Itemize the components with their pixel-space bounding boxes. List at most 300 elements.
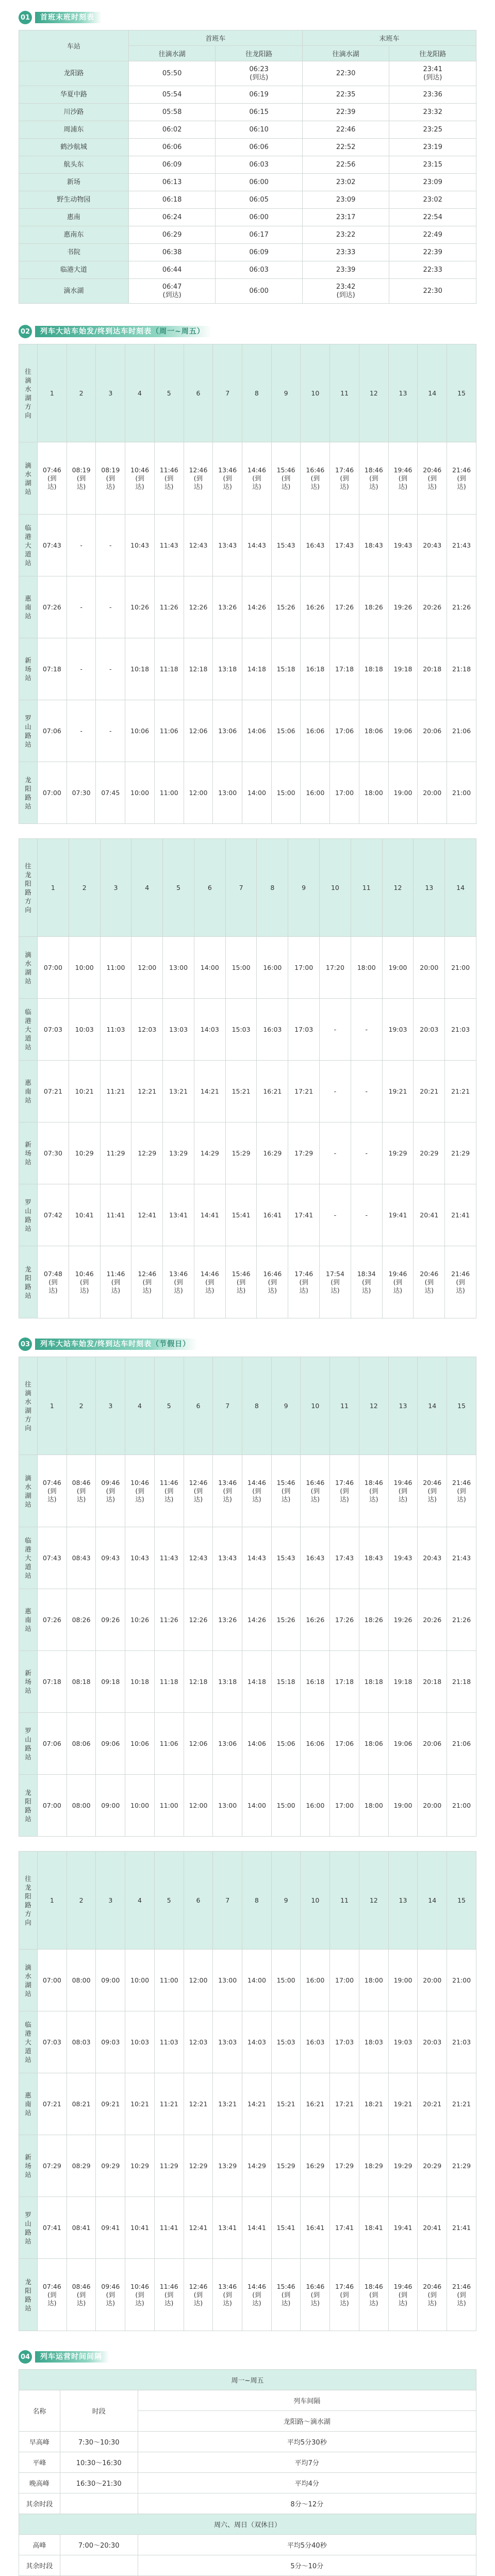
departure-time: 20:00 [418, 1775, 447, 1837]
table-row [19, 1713, 476, 1775]
departure-time: - [351, 1061, 382, 1122]
station-name: 新 场 站 [19, 1651, 38, 1713]
departure-time: 08:43 [67, 1527, 96, 1589]
departure-time: 18:29 [359, 2135, 388, 2197]
trip-number: 2 [67, 344, 96, 442]
departure-time: 16:18 [301, 1651, 330, 1713]
departure-time: 13:21 [163, 1061, 194, 1122]
section-header-weekday [19, 324, 476, 339]
departure-time: 08:00 [67, 1950, 96, 2011]
departure-time: 08:03 [67, 2011, 96, 2073]
departure-time: 11:43 [154, 1527, 184, 1589]
departure-time: 17:26 [330, 1589, 359, 1651]
departure-time: 17:21 [288, 1061, 320, 1122]
section-header-first-last [19, 10, 476, 25]
station-name: 临 港 大 道 站 [19, 1527, 38, 1589]
trip-number: 5 [163, 839, 194, 937]
departure-time: 13:46 (到 达) [213, 2259, 242, 2331]
first-train-to-dishuihu: 05:50 [128, 61, 216, 86]
departure-time: 21:41 [447, 2197, 476, 2259]
table-row [19, 2259, 476, 2331]
departure-time: 10:46 (到 达) [125, 442, 155, 515]
trip-number: 14 [418, 344, 447, 442]
departure-time: 19:46 (到 达) [388, 442, 418, 515]
departure-time: 21:00 [447, 1775, 476, 1837]
first-train-to-dishuihu: 06:38 [128, 244, 216, 261]
last-train-to-dishuihu: 23:17 [302, 209, 389, 226]
departure-time: 07:46 (到 达) [38, 442, 67, 515]
table-row [19, 261, 476, 279]
departure-time: 14:21 [242, 2073, 272, 2135]
departure-time: 11:43 [154, 515, 184, 576]
departure-time: 18:00 [359, 1950, 388, 2011]
table-row [19, 2535, 476, 2555]
departure-time: 07:21 [38, 2073, 67, 2135]
departure-time: 11:29 [154, 2135, 184, 2197]
departure-time: 12:21 [184, 2073, 213, 2135]
last-train-to-longyanglu: 23:15 [389, 156, 476, 174]
departure-time: - [320, 1184, 351, 1246]
first-train-to-dishuihu: 06:18 [128, 191, 216, 209]
departure-time: 20:26 [418, 1589, 447, 1651]
station-name: 罗 山 路 站 [19, 1713, 38, 1775]
section-title-main: 列车大站车始发/终到达车时刻表 [40, 327, 152, 336]
departure-time: 20:21 [418, 2073, 447, 2135]
last-train-to-longyanglu: 23:25 [389, 121, 476, 139]
table-row [19, 1527, 476, 1589]
departure-time: 15:00 [271, 1775, 301, 1837]
trip-number: 8 [242, 344, 272, 442]
departure-time: 08:21 [67, 2073, 96, 2135]
trip-number: 10 [301, 1852, 330, 1950]
trip-number: 3 [100, 839, 131, 937]
departure-time: 10:41 [125, 2197, 155, 2259]
table-row [19, 209, 476, 226]
departure-time: 15:26 [271, 1589, 301, 1651]
direction-label: 往 龙 阳 路 方 向 [19, 839, 38, 937]
last-train-to-dishuihu: 23:09 [302, 191, 389, 209]
table-row [19, 1122, 476, 1184]
trip-number: 13 [388, 1357, 418, 1455]
departure-time: 15:00 [271, 762, 301, 824]
last-train-to-dishuihu: 22:39 [302, 104, 389, 121]
departure-time: 13:21 [213, 2073, 242, 2135]
departure-time: 20:06 [418, 700, 447, 762]
departure-time: 10:18 [125, 1651, 155, 1713]
last-train-to-longyanglu: 23:41 (到达) [389, 61, 476, 86]
departure-time: 16:06 [301, 700, 330, 762]
departure-time: 16:00 [257, 937, 288, 999]
departure-time: 13:43 [213, 515, 242, 576]
departure-time: 20:41 [414, 1184, 445, 1246]
departure-time: 21:18 [447, 1651, 476, 1713]
header-row [19, 344, 476, 442]
departure-time: 10:46 (到 达) [125, 1455, 155, 1527]
departure-time: 15:00 [225, 937, 257, 999]
departure-time: 18:18 [359, 1651, 388, 1713]
departure-time: 12:03 [184, 2011, 213, 2073]
departure-time: 13:29 [213, 2135, 242, 2197]
header-row [19, 1852, 476, 1950]
last-train-to-longyanglu: 22:49 [389, 226, 476, 244]
departure-time: 10:21 [125, 2073, 155, 2135]
departure-time: 21:46 (到 达) [445, 1246, 476, 1318]
departure-time: 12:46 (到 达) [131, 1246, 163, 1318]
first-train-to-longyanglu: 06:09 [216, 244, 303, 261]
departure-time: 18:41 [359, 2197, 388, 2259]
departure-time: 09:03 [96, 2011, 125, 2073]
table-row [19, 2473, 476, 2494]
departure-time: 15:46 (到 达) [271, 442, 301, 515]
period-time: 7:30～10:30 [60, 2432, 138, 2452]
station-name: 龙 阳 路 站 [19, 1246, 38, 1318]
station-name: 临 港 大 道 站 [19, 515, 38, 576]
departure-time: 20:00 [418, 762, 447, 824]
departure-time: 09:26 [96, 1589, 125, 1651]
departure-time: 13:46 (到 达) [163, 1246, 194, 1318]
section-number: 01 [19, 11, 32, 24]
departure-time: 21:18 [447, 638, 476, 700]
table-row [19, 700, 476, 762]
first-train-to-longyanglu: 06:19 [216, 86, 303, 104]
departure-time: 16:03 [301, 2011, 330, 2073]
departure-time: 07:06 [38, 1713, 67, 1775]
first-train-to-dishuihu: 06:06 [128, 139, 216, 156]
station-name: 华夏中路 [19, 86, 129, 104]
departure-time: 11:00 [154, 1775, 184, 1837]
table-row [19, 638, 476, 700]
departure-time: 12:00 [184, 762, 213, 824]
departure-time: 16:43 [301, 1527, 330, 1589]
table-row [19, 2452, 476, 2473]
section-title-main: 列车大站车始发/终到达车时刻表 [40, 1340, 152, 1348]
departure-time: 14:18 [242, 1651, 272, 1713]
header-dir-longyanglu: 往龙阳路 [216, 46, 303, 61]
departure-time: 14:26 [242, 576, 272, 638]
departure-time: 14:29 [242, 2135, 272, 2197]
departure-time: 17:46 (到 达) [330, 1455, 359, 1527]
trip-number: 3 [96, 1852, 125, 1950]
station-name: 新 场 站 [19, 2135, 38, 2197]
departure-time: 15:26 [271, 576, 301, 638]
departure-time: 13:18 [213, 1651, 242, 1713]
departure-time: 19:06 [388, 1713, 418, 1775]
departure-time: 17:18 [330, 638, 359, 700]
period-name: 晚高峰 [19, 2473, 60, 2494]
table-row [19, 1455, 476, 1527]
departure-time: 18:46 (到 达) [359, 2259, 388, 2331]
departure-time: 10:46 (到 达) [125, 2259, 155, 2331]
departure-time: 11:00 [100, 937, 131, 999]
departure-time: 17:03 [288, 999, 320, 1061]
departure-time: 18:46 (到 达) [359, 1455, 388, 1527]
table-row [19, 515, 476, 576]
interval-value: 8分～12分 [138, 2494, 476, 2514]
departure-time: 07:00 [38, 762, 67, 824]
departure-time: 14:00 [242, 1775, 272, 1837]
table-row [19, 1950, 476, 2011]
trip-number: 4 [125, 1357, 155, 1455]
departure-time: 12:43 [184, 515, 213, 576]
trip-number: 7 [213, 344, 242, 442]
departure-time: 12:18 [184, 1651, 213, 1713]
departure-time: 17:20 [320, 937, 351, 999]
departure-time: 11:06 [154, 1713, 184, 1775]
trip-number: 10 [301, 1357, 330, 1455]
departure-time: 08:19 (到 达) [67, 442, 96, 515]
trip-number: 1 [38, 1852, 67, 1950]
departure-time: 12:00 [131, 937, 163, 999]
departure-time: 12:00 [184, 1775, 213, 1837]
section-number: 04 [19, 2350, 32, 2364]
departure-time: 21:03 [447, 2011, 476, 2073]
departure-time: 10:29 [125, 2135, 155, 2197]
departure-time: 21:26 [447, 576, 476, 638]
departure-time: 12:00 [184, 1950, 213, 2011]
departure-time: 13:00 [163, 937, 194, 999]
departure-time: - [96, 638, 125, 700]
table-row [19, 121, 476, 139]
period-time [60, 2555, 138, 2576]
section-title-sub: （节假日） [152, 1340, 191, 1348]
departure-time: 09:21 [96, 2073, 125, 2135]
departure-time: 07:21 [38, 1061, 69, 1122]
first-train-to-dishuihu: 06:24 [128, 209, 216, 226]
departure-time: 19:43 [388, 1527, 418, 1589]
departure-time: 19:00 [388, 762, 418, 824]
departure-time: 11:00 [154, 1950, 184, 2011]
departure-time: 18:21 [359, 2073, 388, 2135]
departure-time: 21:00 [447, 1950, 476, 2011]
table-row [19, 2073, 476, 2135]
trip-number: 6 [184, 1852, 213, 1950]
departure-time: 15:00 [271, 1950, 301, 2011]
departure-time: 21:46 (到 达) [447, 442, 476, 515]
trip-number: 2 [69, 839, 100, 937]
header-dir-dishuihu: 往滴水湖 [302, 46, 389, 61]
departure-time: 12:46 (到 达) [184, 1455, 213, 1527]
departure-time: 10:43 [125, 515, 155, 576]
departure-time: 13:26 [213, 576, 242, 638]
departure-time: 10:00 [125, 762, 155, 824]
departure-time: 13:00 [213, 762, 242, 824]
station-name: 滴 水 湖 站 [19, 1950, 38, 2011]
departure-time: 21:43 [447, 515, 476, 576]
departure-time: 18:46 (到 达) [359, 442, 388, 515]
departure-time: 16:46 (到 达) [301, 442, 330, 515]
first-train-to-dishuihu: 06:29 [128, 226, 216, 244]
station-name: 滴 水 湖 站 [19, 1455, 38, 1527]
section-number: 02 [19, 325, 32, 338]
departure-time: - [320, 1122, 351, 1184]
direction-label: 往 滴 水 湖 方 向 [19, 344, 38, 442]
period-time: 16:30～21:30 [60, 2473, 138, 2494]
station-name: 滴 水 湖 站 [19, 937, 38, 999]
departure-time: 12:18 [184, 638, 213, 700]
departure-time: 14:41 [194, 1184, 225, 1246]
departure-time: - [67, 638, 96, 700]
departure-time: 10:06 [125, 700, 155, 762]
holiday-to-longyanglu-table [19, 1851, 476, 2331]
departure-time: 17:43 [330, 515, 359, 576]
departure-time: 16:06 [301, 1713, 330, 1775]
table-row [19, 139, 476, 156]
departure-time: 19:46 (到 达) [388, 1455, 418, 1527]
first-train-to-longyanglu: 06:05 [216, 191, 303, 209]
trip-number: 1 [38, 839, 69, 937]
departure-time: 20:29 [414, 1122, 445, 1184]
station-name: 新场 [19, 174, 129, 191]
departure-time: 21:00 [447, 762, 476, 824]
trip-number: 4 [125, 1852, 155, 1950]
departure-time: 07:00 [38, 1775, 67, 1837]
departure-time: 18:03 [359, 2011, 388, 2073]
departure-time: 08:26 [67, 1589, 96, 1651]
trip-number: 12 [382, 839, 414, 937]
departure-time: 13:46 (到 达) [213, 442, 242, 515]
departure-time: 08:06 [67, 1713, 96, 1775]
departure-time: 18:18 [359, 638, 388, 700]
departure-time: 21:46 (到 达) [447, 2259, 476, 2331]
departure-time: 15:29 [271, 2135, 301, 2197]
departure-time: 21:00 [445, 937, 476, 999]
station-name: 滴 水 湖 站 [19, 442, 38, 515]
departure-time: 14:03 [194, 999, 225, 1061]
last-train-to-dishuihu: 22:52 [302, 139, 389, 156]
departure-time: 19:41 [382, 1184, 414, 1246]
departure-time: 15:18 [271, 638, 301, 700]
table-row [19, 999, 476, 1061]
header-last-train: 末班车 [302, 30, 476, 46]
departure-time: 15:03 [271, 2011, 301, 2073]
section-number: 03 [19, 1337, 32, 1351]
departure-time: 11:26 [154, 576, 184, 638]
first-train-to-longyanglu: 06:17 [216, 226, 303, 244]
departure-time: 14:29 [194, 1122, 225, 1184]
station-name: 临 港 大 道 站 [19, 2011, 38, 2073]
station-name: 惠 南 站 [19, 576, 38, 638]
departure-time: - [351, 1122, 382, 1184]
trip-number: 8 [257, 839, 288, 937]
departure-time: 12:46 (到 达) [184, 2259, 213, 2331]
table-row [19, 279, 476, 304]
departure-time: 10:29 [69, 1122, 100, 1184]
departure-time: 18:26 [359, 1589, 388, 1651]
station-name: 惠南 [19, 209, 129, 226]
departure-time: 12:21 [131, 1061, 163, 1122]
departure-time: 07:03 [38, 999, 69, 1061]
departure-time: 11:21 [100, 1061, 131, 1122]
departure-time: 13:46 (到 达) [213, 1455, 242, 1527]
trip-number: 3 [96, 1357, 125, 1455]
station-name: 惠 南 站 [19, 1061, 38, 1122]
table-row [19, 2011, 476, 2073]
departure-time: 15:18 [271, 1651, 301, 1713]
trip-number: 13 [388, 1852, 418, 1950]
departure-time: 13:00 [213, 1775, 242, 1837]
section-title-sub: （周一~周五） [152, 327, 205, 336]
departure-time: 19:46 (到 达) [382, 1246, 414, 1318]
trip-number: 15 [447, 1357, 476, 1455]
departure-time: 20:00 [414, 937, 445, 999]
departure-time: 20:18 [418, 638, 447, 700]
departure-time: 17:03 [330, 2011, 359, 2073]
departure-time: 10:26 [125, 576, 155, 638]
departure-time: 14:18 [242, 638, 272, 700]
trip-number: 9 [271, 1357, 301, 1455]
station-name: 滴水湖 [19, 279, 129, 304]
last-train-to-dishuihu: 23:42 (到达) [302, 279, 389, 304]
departure-time: 11:46 (到 达) [100, 1246, 131, 1318]
departure-time: 17:41 [330, 2197, 359, 2259]
table-row [19, 2514, 476, 2535]
last-train-to-dishuihu: 22:46 [302, 121, 389, 139]
departure-time: - [67, 700, 96, 762]
table-row [19, 576, 476, 638]
first-train-to-dishuihu: 06:47 (到达) [128, 279, 216, 304]
departure-time: 16:21 [257, 1061, 288, 1122]
departure-time: 15:29 [225, 1122, 257, 1184]
trip-number: 6 [184, 344, 213, 442]
trip-number: 10 [301, 344, 330, 442]
table-row [19, 244, 476, 261]
last-train-to-longyanglu: 23:36 [389, 86, 476, 104]
departure-time: 21:06 [447, 1713, 476, 1775]
station-name: 川沙路 [19, 104, 129, 121]
departure-time: 10:00 [125, 1775, 155, 1837]
table-row [19, 1775, 476, 1837]
interval-value: 5分～10分 [138, 2555, 476, 2576]
departure-time: 18:26 [359, 576, 388, 638]
trip-number: 6 [184, 1357, 213, 1455]
station-name: 鹤沙航城 [19, 139, 129, 156]
departure-time: 07:41 [38, 2197, 67, 2259]
departure-time: 10:41 [69, 1184, 100, 1246]
last-train-to-dishuihu: 23:02 [302, 174, 389, 191]
table-row [19, 762, 476, 824]
trip-number: 7 [213, 1357, 242, 1455]
interval-value: 平均7分 [138, 2452, 476, 2473]
departure-time: 16:46 (到 达) [301, 1455, 330, 1527]
departure-time: 19:03 [382, 999, 414, 1061]
section-title [35, 1339, 197, 1350]
departure-time: 07:43 [38, 515, 67, 576]
departure-time: 19:00 [388, 1775, 418, 1837]
departure-time: 10:26 [125, 1589, 155, 1651]
departure-time: 16:46 (到 达) [257, 1246, 288, 1318]
departure-time: 14:00 [242, 1950, 272, 2011]
departure-time: 20:43 [418, 515, 447, 576]
departure-time: 17:54 (到 达) [320, 1246, 351, 1318]
interval-value: 平均5分30秒 [138, 2432, 476, 2452]
departure-time: 07:18 [38, 638, 67, 700]
departure-time: 16:41 [257, 1184, 288, 1246]
trip-number: 13 [388, 344, 418, 442]
departure-time: 17:46 (到 达) [330, 442, 359, 515]
departure-time: 19:21 [382, 1061, 414, 1122]
departure-time: 14:46 (到 达) [194, 1246, 225, 1318]
table-row [19, 2390, 476, 2411]
departure-time: 07:43 [38, 1527, 67, 1589]
last-train-to-dishuihu: 23:33 [302, 244, 389, 261]
departure-time: 07:30 [67, 762, 96, 824]
departure-time: 08:19 (到 达) [96, 442, 125, 515]
departure-time: 19:21 [388, 2073, 418, 2135]
station-name: 罗 山 路 站 [19, 1184, 38, 1246]
departure-time: 15:21 [225, 1061, 257, 1122]
departure-time: 20:03 [414, 999, 445, 1061]
trip-number: 14 [418, 1357, 447, 1455]
